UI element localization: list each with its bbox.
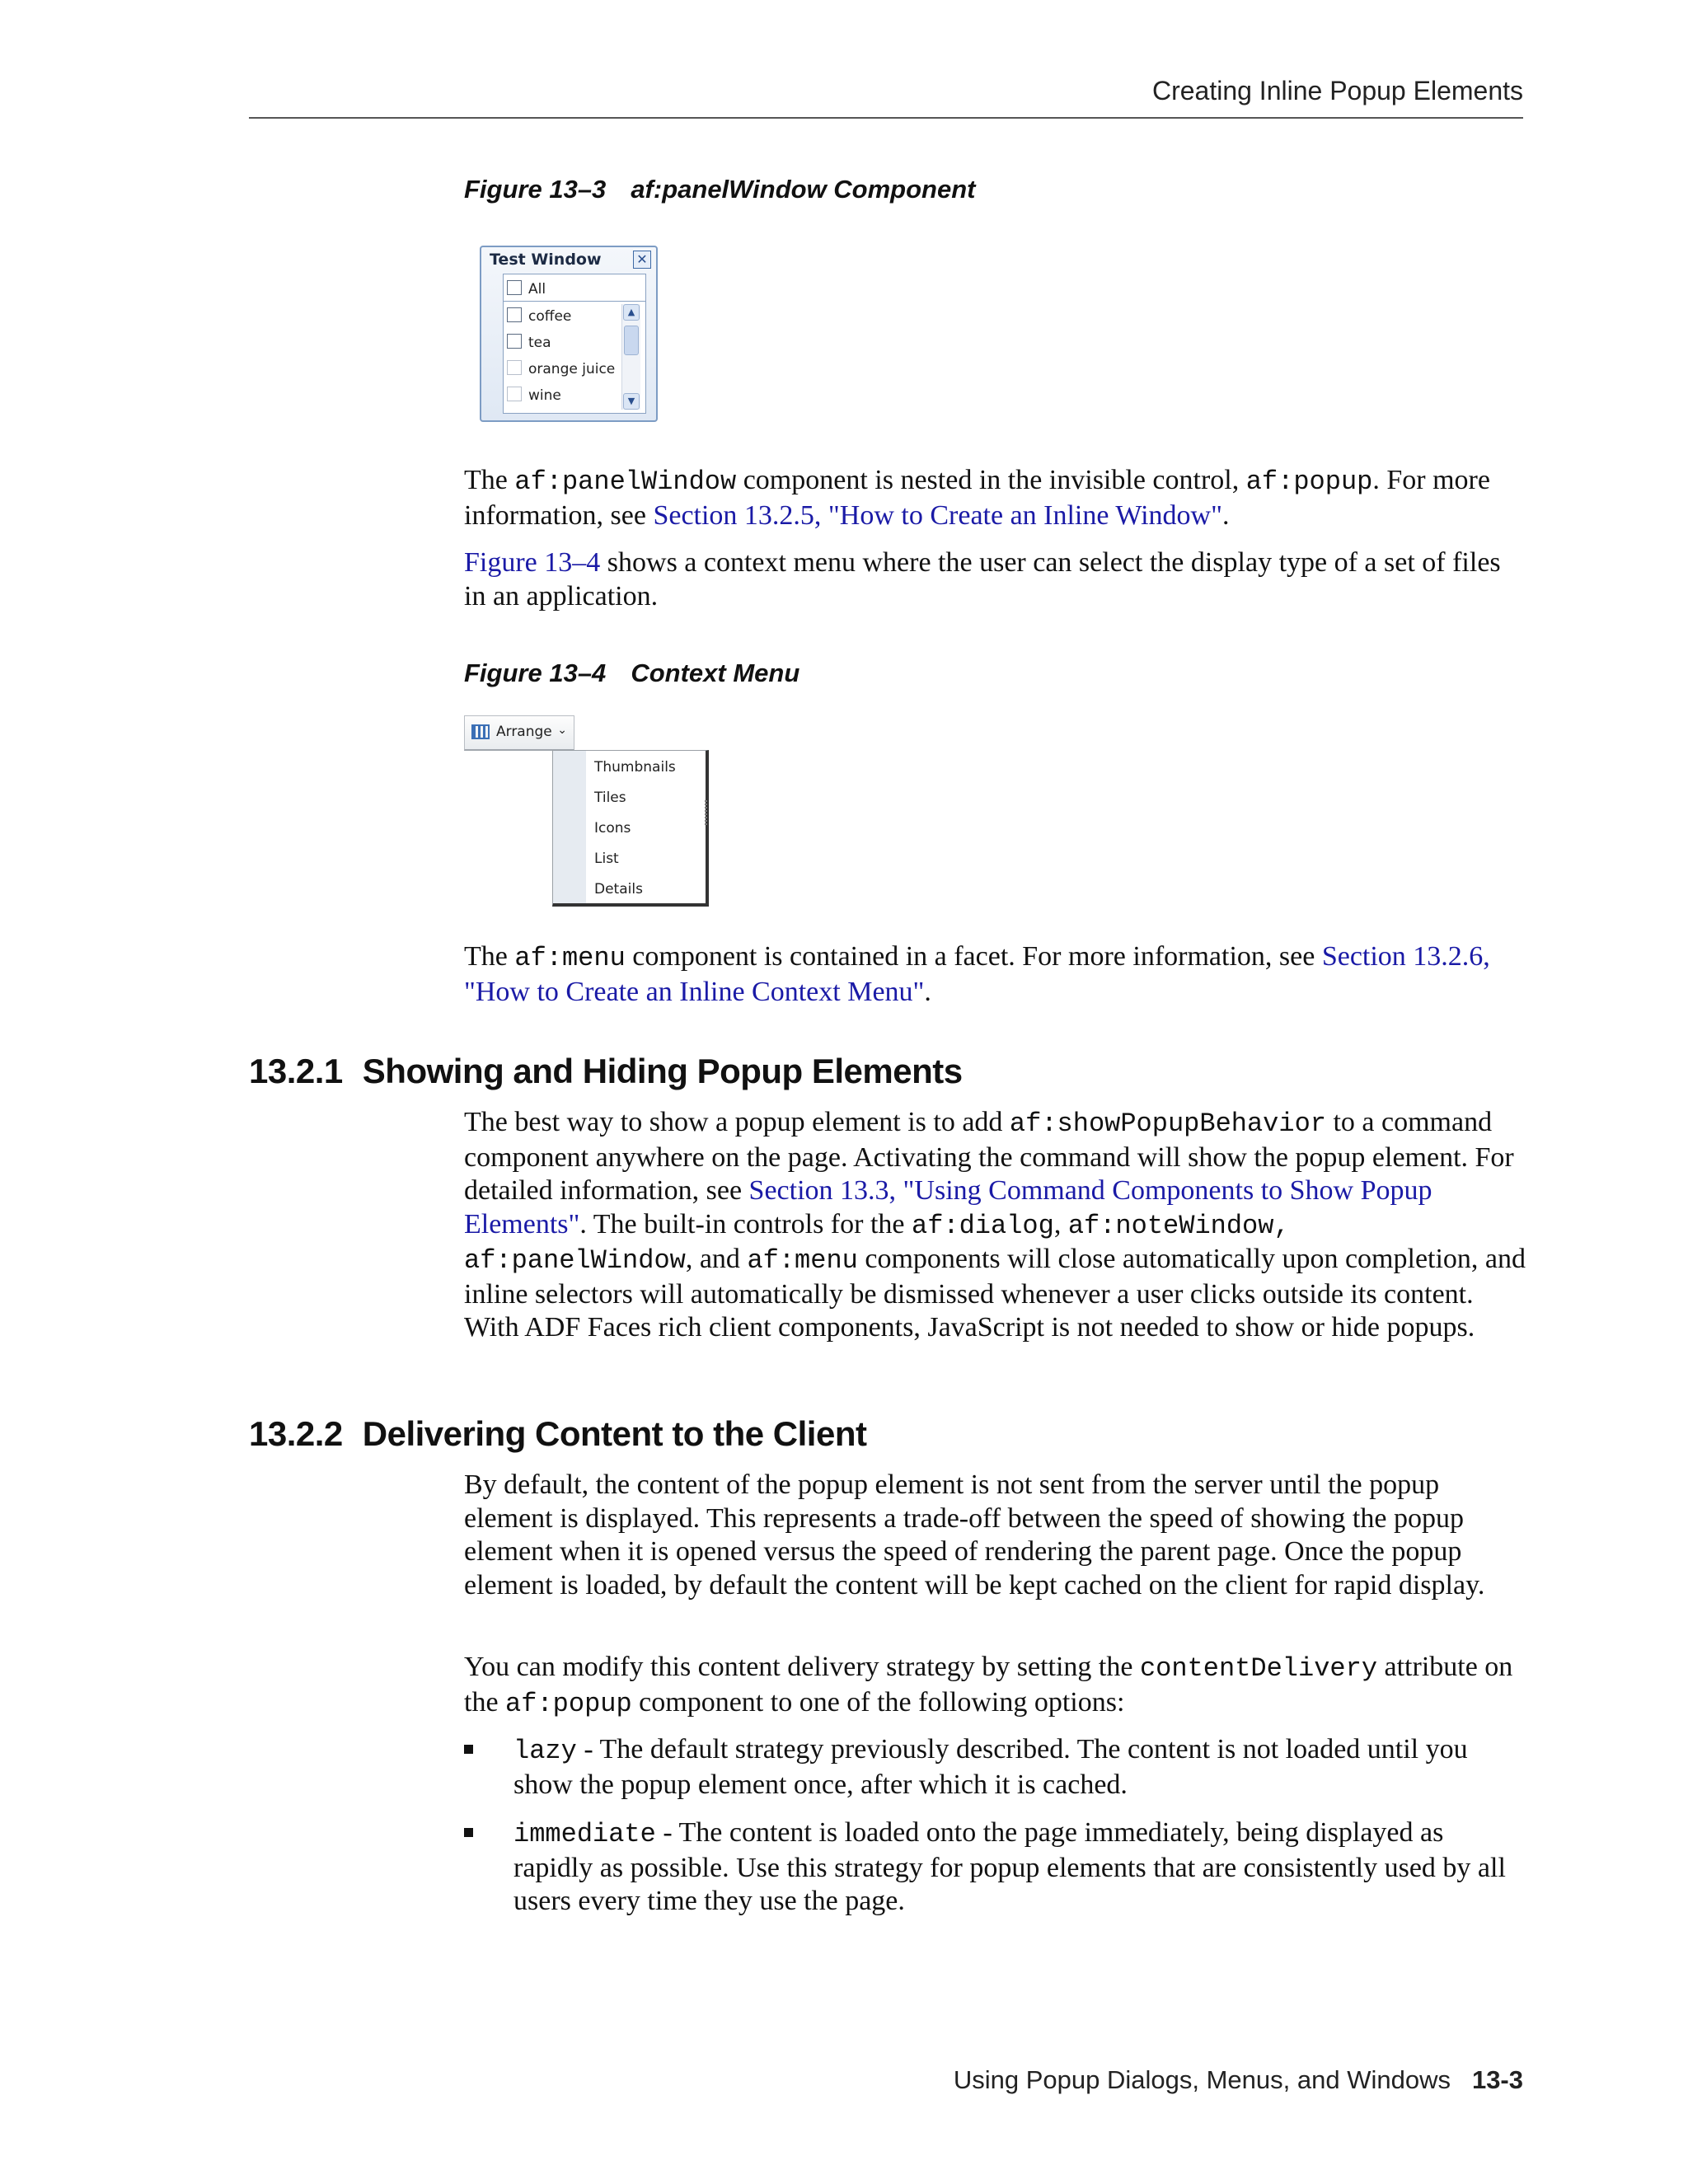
checkbox-icon[interactable] — [507, 307, 522, 322]
text: component is contained in a facet. For more information, see — [625, 941, 1322, 972]
context-menu — [552, 750, 709, 907]
text: . For more information, see — [464, 465, 1490, 531]
menu-item-icons[interactable]: Icons — [594, 820, 631, 837]
list-item-text — [513, 1733, 1527, 1802]
figure-13-3-caption — [464, 175, 976, 204]
page-footer — [954, 2065, 1523, 2095]
scroll-thumb[interactable] — [624, 326, 639, 355]
arrange-button-label: Arrange — [496, 724, 552, 740]
test-window-figure — [480, 246, 658, 422]
menu-gutter — [553, 751, 586, 903]
section-13-3-link[interactable]: Section 13.3, "Using Command Components to Show Popup Elements" — [464, 1175, 1432, 1240]
arrange-button[interactable] — [464, 715, 574, 751]
code: lazy — [513, 1736, 577, 1766]
text: component is nested in the invisible control, — [736, 465, 1246, 495]
text: to a command component anywhere on the page. Activating the command will show the popup element. For detailed information, see — [464, 1107, 1514, 1206]
window-title: Test Window — [490, 251, 602, 269]
section-13-2-1-heading — [249, 1052, 963, 1091]
section-number: 13.2.2 — [249, 1414, 343, 1453]
code: immediate — [513, 1819, 656, 1849]
scroll-down-icon[interactable]: ▼ — [623, 393, 640, 410]
text: . — [1221, 499, 1230, 531]
section-13-2-6-link[interactable]: Section 13.2.6, "How to Create an Inline Context Menu" — [464, 941, 1490, 1007]
resize-grip-icon — [705, 800, 707, 825]
text: The — [464, 941, 515, 972]
code: af:menu — [747, 1245, 858, 1276]
code: af:menu — [514, 943, 626, 973]
checkbox-list — [503, 274, 646, 414]
running-header-title: Creating Inline Popup Elements — [1151, 76, 1523, 105]
list-item — [464, 1816, 1527, 1919]
checkbox-icon[interactable] — [507, 280, 522, 295]
text: , — [1053, 1208, 1068, 1240]
text: . The built-in controls for the — [579, 1208, 912, 1240]
text: You can modify this content delivery strategy by setting the — [464, 1652, 1140, 1682]
code: contentDelivery — [1139, 1653, 1378, 1684]
footer-title: Using Popup Dialogs, Menus, and Windows — [953, 2065, 1451, 2094]
checkbox-icon[interactable] — [507, 387, 522, 401]
code: af:panelWindow — [514, 466, 737, 497]
figure-title: Context Menu — [631, 658, 800, 687]
list-item[interactable] — [504, 302, 619, 328]
figure-number: Figure 13–3 — [464, 175, 607, 204]
section-13-2-5-link[interactable]: Section 13.2.5, "How to Create an Inline Window" — [653, 499, 1222, 531]
code: af:showPopupBehavior — [1009, 1108, 1326, 1139]
checkbox-icon[interactable] — [507, 334, 522, 349]
text: , and — [685, 1244, 748, 1274]
scrollbar[interactable] — [621, 304, 640, 410]
bullet-icon — [464, 1745, 473, 1754]
paragraph-figure-reference — [464, 546, 1527, 613]
chevron-down-icon: ⌄ — [557, 724, 567, 737]
section-13-2-2-paragraph-2 — [464, 1651, 1527, 1721]
text: component to one of the following options: — [631, 1686, 1125, 1718]
checkbox-icon[interactable] — [507, 360, 522, 375]
list-item[interactable] — [504, 381, 619, 407]
text: The — [464, 465, 515, 495]
figure-number: Figure 13–4 — [464, 658, 607, 687]
code: af:noteWindow, af:panelWindow — [464, 1210, 1290, 1276]
text: - The content is loaded onto the page immediately, being displayed as rapidly as possible. Use this strategy for popup elements that are consistently used by all users every time they use the page. — [513, 1817, 1506, 1916]
list-item-label: wine — [528, 387, 561, 404]
list-item-label: coffee — [528, 308, 572, 325]
list-item — [464, 1733, 1527, 1802]
text: . — [924, 976, 931, 1007]
scroll-up-icon[interactable]: ▲ — [623, 304, 640, 321]
running-header — [249, 76, 1523, 119]
close-icon[interactable]: ✕ — [633, 251, 651, 269]
list-item[interactable] — [504, 328, 619, 354]
text: shows a context menu where the user can select the display type of a set of files in an application. — [464, 547, 1501, 612]
section-number: 13.2.1 — [249, 1052, 343, 1090]
section-13-2-2-paragraph-1: By default, the content of the popup element is not sent from the server until the popup element is displayed. This represents a trade-off between the speed of showing the popup element when it is opened versus the speed of rendering the parent page. Once the popup element is loaded, by default the content will be kept cached on the client for rapid display. — [464, 1469, 1485, 1601]
list-item[interactable] — [504, 274, 645, 302]
section-13-2-1-paragraph — [464, 1106, 1527, 1345]
section-13-2-2-heading — [249, 1414, 866, 1454]
figure-13-4-link[interactable]: Figure 13–4 — [464, 547, 601, 578]
grid-view-icon — [471, 724, 490, 739]
list-item-label: All — [528, 281, 546, 298]
text: - The default strategy previously described. The content is not loaded until you show the popup element once, after which it is cached. — [513, 1734, 1468, 1800]
text: attribute on the — [464, 1652, 1513, 1718]
page-number: 13-3 — [1471, 2065, 1523, 2094]
text: components will close automatically upon completion, and inline selectors will automatically be dismissed whenever a user clicks outside its content. With ADF Faces rich client components, JavaScript is not needed to show or hide popups. — [464, 1244, 1526, 1343]
figure-13-4-caption — [464, 658, 799, 688]
menu-item-tiles[interactable]: Tiles — [594, 790, 626, 806]
bullet-icon — [464, 1828, 473, 1837]
code: af:popup — [1245, 466, 1373, 497]
figure-title: af:panelWindow Component — [631, 175, 976, 204]
section-title: Showing and Hiding Popup Elements — [362, 1052, 963, 1090]
paragraph-menu-facet — [464, 940, 1527, 1009]
text: The best way to show a popup element is to add — [464, 1107, 1010, 1137]
menu-item-thumbnails[interactable]: Thumbnails — [594, 759, 676, 776]
menu-item-list[interactable]: List — [594, 851, 619, 867]
list-item-label: tea — [528, 335, 551, 351]
paragraph-panelwindow — [464, 464, 1527, 532]
section-title: Delivering Content to the Client — [362, 1414, 867, 1453]
list-item-text — [513, 1816, 1527, 1919]
list-item[interactable] — [504, 354, 619, 381]
code: af:popup — [505, 1688, 632, 1719]
list-item-label: orange juice — [528, 361, 616, 377]
code: af:dialog — [911, 1210, 1054, 1241]
menu-item-details[interactable]: Details — [594, 881, 643, 898]
